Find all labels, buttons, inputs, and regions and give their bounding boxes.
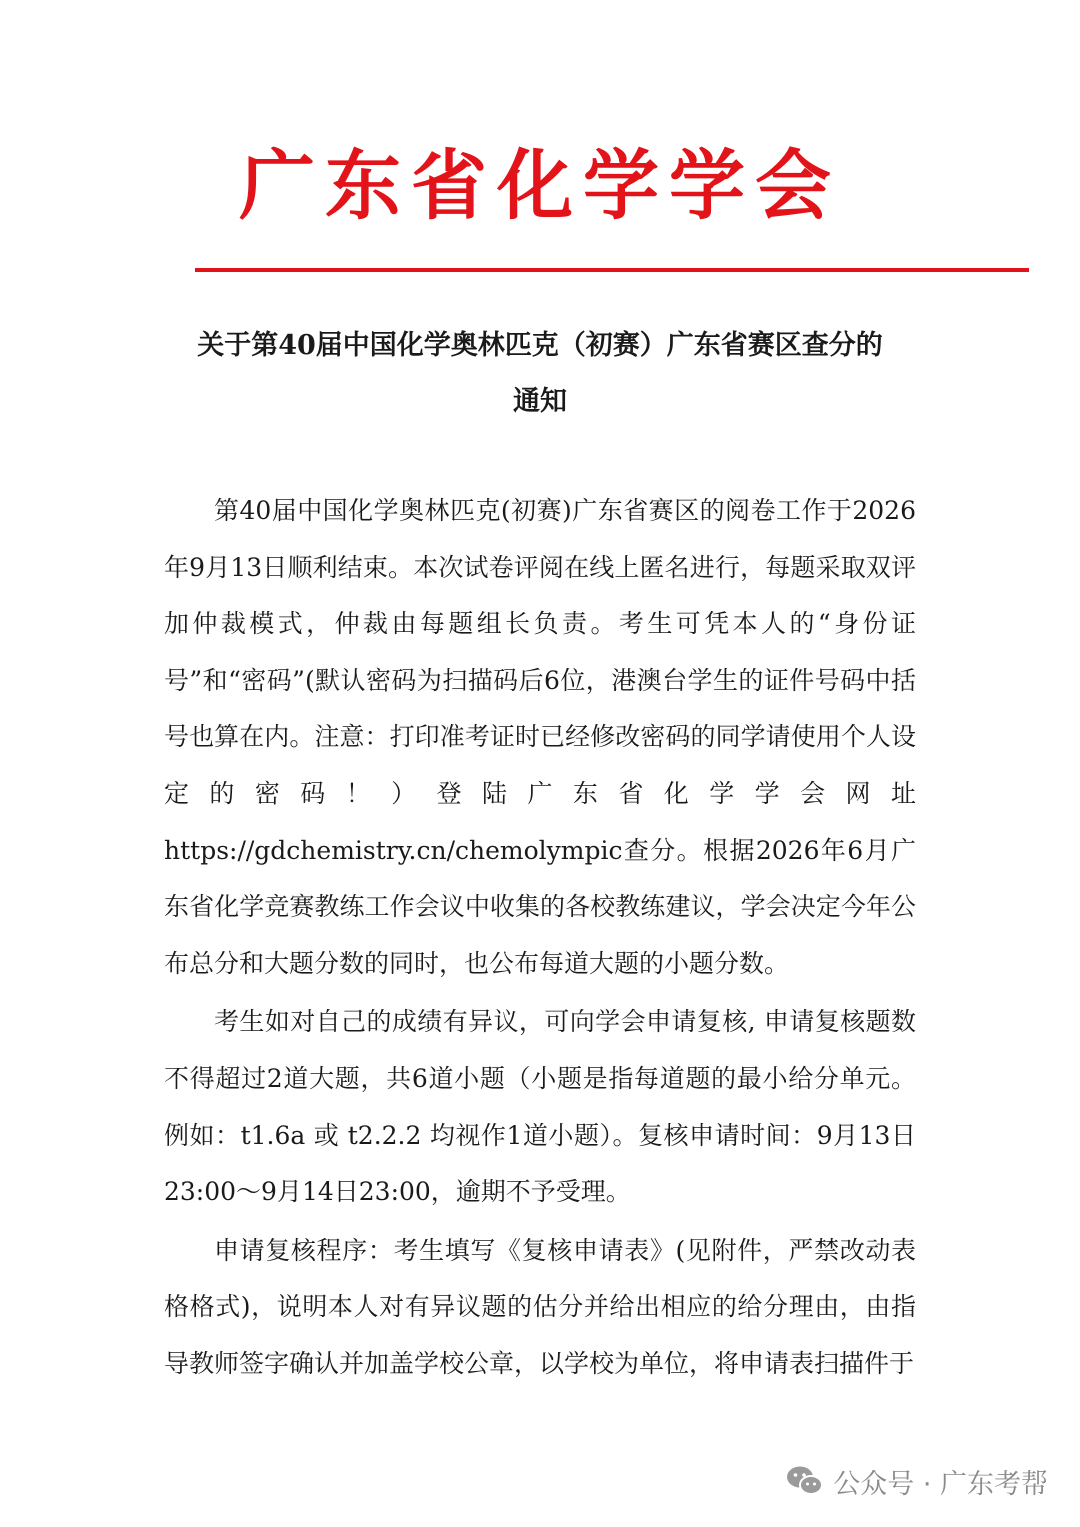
- notice-body: [164, 483, 916, 1395]
- paragraph-review-procedure: 申请复核程序：考生填写《复核申请表》(见附件，严禁改动表格格式)，说明本人对有异议题的估分并给出相应的给分理由，由指导教师签字确认并加盖学校公章，以学校为单位，将申请表扫描件于: [164, 1235, 916, 1378]
- notice-title-line-1: 关于第40届中国化学奥林匹克（初赛）广东省赛区查分的: [197, 330, 883, 361]
- watermark-text: 公众号 · 广东考帮: [833, 1468, 1048, 1500]
- organization-name: 广东省化学学会: [239, 141, 841, 230]
- header-divider: [195, 268, 1029, 272]
- paragraph-review-request: 考生如对自己的成绩有异议，可向学会申请复核, 申请复核题数不得超过2道大题，共6道小题（小题是指每道题的最小给分单元。例如：t1.6a 或 t2.2.2 均视作1道小题）。复核申请时间：9月13日23:00～9月14日23:00，逾期不予受理。: [164, 1007, 916, 1207]
- wechat-icon: [785, 1464, 825, 1498]
- paragraph-grading-result: 第40届中国化学奥林匹克(初赛)广东省赛区的阅卷工作于2026年9月13日顺利结束。本次试卷评阅在线上匿名进行，每题采取双评加仲裁模式，仲裁由每题组长负责。考生可凭本人的“身份证号”和“密码”(默认密码为扫描码后6位，港澳台学生的证件号码中括号也算在内。注意：打印准考证时已经修改密码的同学请使用个人设定的密码！）登陆广东省化学学会网址https://gdchemistry.cn/chemolympic查分。根据2026年6月广东省化学竞赛教练工作会议中收集的各校教练建议，学会决定今年公布总分和大题分数的同时，也公布每道大题的小题分数。: [164, 496, 916, 978]
- account-watermark: [785, 1461, 1048, 1501]
- notice-title-line-2: 通知: [513, 386, 567, 417]
- notice-title: [150, 318, 930, 430]
